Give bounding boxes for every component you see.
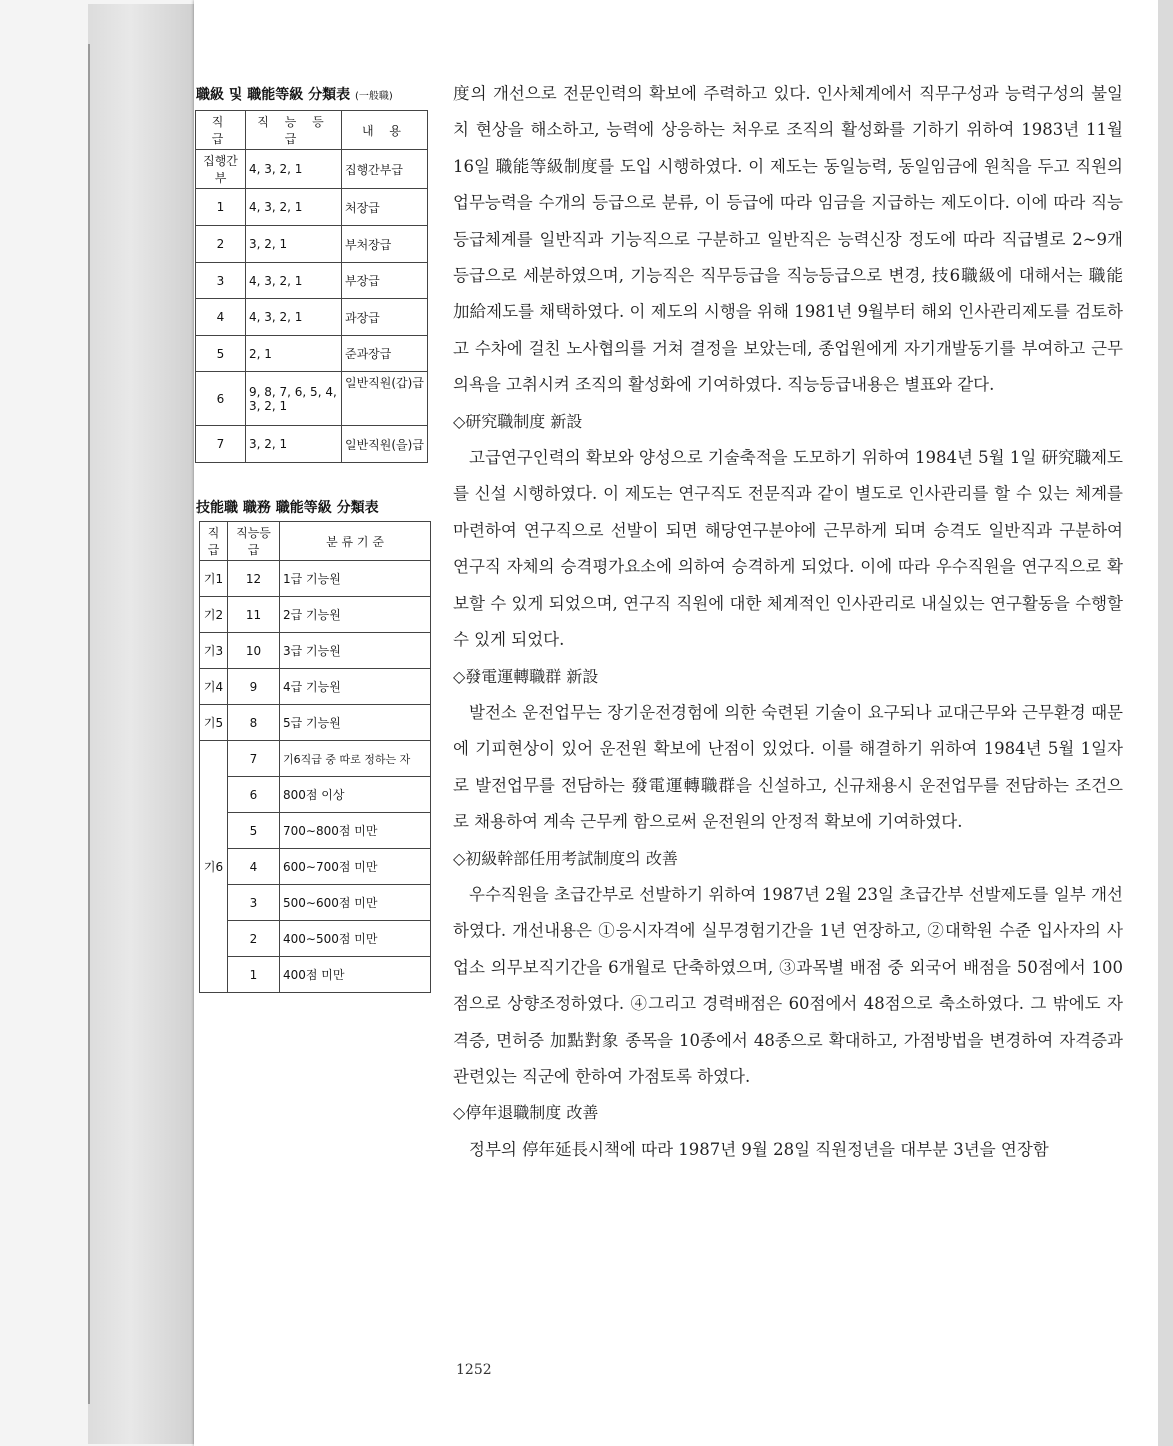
table-row — [200, 957, 431, 993]
t1-cell-content: 부장급 — [342, 263, 428, 299]
t2-cell-level: 10 — [228, 633, 280, 669]
table-row — [200, 597, 431, 633]
table-row — [196, 150, 428, 189]
t1-cell-grade: 5 — [196, 336, 246, 372]
section-heading: ◇發電運轉職群 新設 — [453, 666, 599, 686]
t1-cell-level: 4, 3, 2, 1 — [246, 150, 342, 189]
table-row — [200, 741, 431, 777]
t1-cell-content: 과장급 — [342, 299, 428, 336]
t2-cell-level: 4 — [228, 849, 280, 885]
table-row — [200, 885, 431, 921]
section-heading: ◇初級幹部任用考試制度의 改善 — [453, 848, 678, 868]
t2-cell-criteria: 1급 기능원 — [280, 561, 431, 597]
table-row — [200, 705, 431, 741]
t1-cell-content: 부처장급 — [342, 226, 428, 263]
t2-cell-grade: 기4 — [200, 669, 228, 705]
table-row — [196, 263, 428, 299]
t1-cell-content: 처장급 — [342, 189, 428, 226]
table2-caption — [196, 497, 379, 517]
t1-cell-content: 일반직원(갑)급 — [342, 372, 428, 426]
t2-cell-criteria: 400∼500점 미만 — [280, 921, 431, 957]
t2-header-grade: 직급 — [200, 522, 228, 561]
t2-cell-criteria: 400점 미만 — [280, 957, 431, 993]
t1-cell-content: 준과장급 — [342, 336, 428, 372]
t1-cell-level: 3, 2, 1 — [246, 426, 342, 463]
t2-cell-grade: 기2 — [200, 597, 228, 633]
t2-cell-criteria: 700∼800점 미만 — [280, 813, 431, 849]
table-row — [196, 426, 428, 463]
t1-cell-level: 9, 8, 7, 6, 5, 4, 3, 2, 1 — [246, 372, 342, 426]
t2-header-criteria: 분 류 기 준 — [280, 522, 431, 561]
t1-cell-grade: 집행간부 — [196, 150, 246, 189]
table-row — [196, 336, 428, 372]
t2-group-grade: 기6 — [200, 741, 228, 993]
t2-cell-criteria: 기6직급 중 따로 정하는 자 — [280, 741, 431, 777]
page-right-edge — [1158, 0, 1173, 1446]
t1-cell-grade: 4 — [196, 299, 246, 336]
body-text — [453, 76, 1123, 1168]
table1-caption — [196, 84, 393, 104]
grade-classification-table-general — [195, 110, 428, 463]
t2-cell-level: 1 — [228, 957, 280, 993]
paragraph: 度의 개선으로 전문인력의 확보에 주력하고 있다. 인사체계에서 직무구성과 능력구성의 불일치 현상을 해소하고, 능력에 상응하는 처우로 조직의 활성화를 기하기 위하여 1983년 11월 16일 職能等級制度를 도입 시행하였다. 이 제도는 동일능력, 동일임금에 원칙을 두고 직원의 업무능력을 수개의 등급으로 분류, 이 등급에 따라 임금을 지급하는 제도이다. 이에 따라 직능등급체계를 일반직과 기능직으로 구분하고 일반직은 능력신장 정도에 따라 직급별로 2∼9개 등급으로 세분하였으며, 기능직은 직무등급을 직능등급으로 변경, 技6職級에 대해서는 職能加給제도를 채택하였다. 이 제도의 시행을 위해 1981년 9월부터 해외 인사관리제도를 검토하고 수차에 걸친 노사협의를 거쳐 결정을 보았는데, 종업원에게 자기개발동기를 부여하고 근무의욕을 고취시켜 조직의 활성화에 기여하였다. 직능등급내용은 별표와 같다. — [453, 84, 1123, 395]
t1-cell-grade: 6 — [196, 372, 246, 426]
paragraph: 발전소 운전업무는 장기운전경험에 의한 숙련된 기술이 요구되나 교대근무와 근무환경 때문에 기피현상이 있어 운전원 확보에 난점이 있었다. 이를 해결하기 위하여 1984년 5월 1일자로 발전업무를 전담하는 發電運轉職群을 신설하고, 신규채용시 운전업무를 전담하는 조건으로 채용하여 계속 근무케 함으로써 운전원의 안정적 확보에 기여하였다. — [453, 702, 1123, 832]
t2-cell-grade: 기5 — [200, 705, 228, 741]
table-row — [196, 226, 428, 263]
table-row — [196, 299, 428, 336]
t1-cell-level: 2, 1 — [246, 336, 342, 372]
book-page-stack-edge — [88, 4, 194, 1444]
t2-cell-criteria: 800점 이상 — [280, 777, 431, 813]
t2-cell-grade: 기3 — [200, 633, 228, 669]
t2-cell-level: 3 — [228, 885, 280, 921]
t1-cell-grade: 7 — [196, 426, 246, 463]
t1-header-grade: 직 급 — [196, 111, 246, 150]
t2-cell-level: 7 — [228, 741, 280, 777]
t1-cell-grade: 2 — [196, 226, 246, 263]
t2-header-level: 직능등급 — [228, 522, 280, 561]
t2-cell-level: 9 — [228, 669, 280, 705]
t1-cell-grade: 1 — [196, 189, 246, 226]
table-row — [200, 921, 431, 957]
paragraph: 정부의 停年延長시책에 따라 1987년 9월 28일 직원정년을 대부분 3년을 연장함 — [469, 1139, 1049, 1159]
table-row — [196, 189, 428, 226]
table-row — [200, 669, 431, 705]
t1-cell-content: 일반직원(을)급 — [342, 426, 428, 463]
table-row — [200, 813, 431, 849]
t2-cell-grade: 기1 — [200, 561, 228, 597]
table-row — [200, 849, 431, 885]
t1-cell-level: 4, 3, 2, 1 — [246, 299, 342, 336]
table-row — [200, 561, 431, 597]
t1-cell-grade: 3 — [196, 263, 246, 299]
t2-cell-level: 2 — [228, 921, 280, 957]
t1-header-level: 직 능 등 급 — [246, 111, 342, 150]
t2-cell-level: 12 — [228, 561, 280, 597]
t2-cell-criteria: 500∼600점 미만 — [280, 885, 431, 921]
table-row — [200, 633, 431, 669]
table1-caption-small: (一般職) — [355, 91, 393, 102]
section-heading: ◇停年退職制度 改善 — [453, 1103, 599, 1123]
t1-cell-content: 집행간부급 — [342, 150, 428, 189]
t2-cell-criteria: 4급 기능원 — [280, 669, 431, 705]
t2-cell-level: 11 — [228, 597, 280, 633]
t2-cell-level: 5 — [228, 813, 280, 849]
t2-cell-criteria: 3급 기능원 — [280, 633, 431, 669]
page-number: 1252 — [456, 1362, 492, 1378]
grade-classification-table-technical — [199, 521, 431, 993]
t2-cell-level: 8 — [228, 705, 280, 741]
table2-caption-text: 技能職 職務 職能等級 分類表 — [196, 500, 379, 516]
t2-cell-criteria: 2급 기능원 — [280, 597, 431, 633]
table1-caption-text: 職級 및 職能等級 分類表 — [196, 87, 351, 103]
t1-header-content: 내 용 — [342, 111, 428, 150]
section-heading: ◇研究職制度 新設 — [453, 411, 583, 431]
t2-cell-criteria: 600∼700점 미만 — [280, 849, 431, 885]
table-row — [196, 372, 428, 426]
t1-cell-level: 4, 3, 2, 1 — [246, 263, 342, 299]
t2-cell-criteria: 5급 기능원 — [280, 705, 431, 741]
paragraph: 우수직원을 초급간부로 선발하기 위하여 1987년 2월 23일 초급간부 선발제도를 일부 개선하였다. 개선내용은 ①응시자격에 실무경험기간을 1년 연장하고, ②대학원 수준 입사자의 사업소 의무보직기간을 6개월로 단축하였으며, ③과목별 배점 중 외국어 배점을 50점에서 100점으로 상향조정하였다. ④그리고 경력배점은 60점에서 48점으로 축소하였다. 그 밖에도 자격증, 면허증 加點對象 종목을 10종에서 48종으로 확대하고, 가점방법을 변경하여 자격증과 관련있는 직군에 한하여 가점토록 하였다. — [453, 884, 1123, 1086]
paragraph: 고급연구인력의 확보와 양성으로 기술축적을 도모하기 위하여 1984년 5월 1일 研究職제도를 신설 시행하였다. 이 제도는 연구직도 전문직과 같이 별도로 인사관리를 할 수 있는 체계를 마련하여 연구직으로 선발이 되면 해당연구분야에 근무하게 되며 승격도 일반직과 구분하여 연구직 자체의 승격평가요소에 의하여 승격하게 되었다. 이에 따라 우수직원을 연구직으로 확보할 수 있게 되었으며, 연구직 직원에 대한 체계적인 인사관리로 내실있는 연구활동을 수행할 수 있게 되었다. — [453, 448, 1123, 650]
t2-cell-level: 6 — [228, 777, 280, 813]
t1-cell-level: 4, 3, 2, 1 — [246, 189, 342, 226]
t1-cell-level: 3, 2, 1 — [246, 226, 342, 263]
table-row — [200, 777, 431, 813]
